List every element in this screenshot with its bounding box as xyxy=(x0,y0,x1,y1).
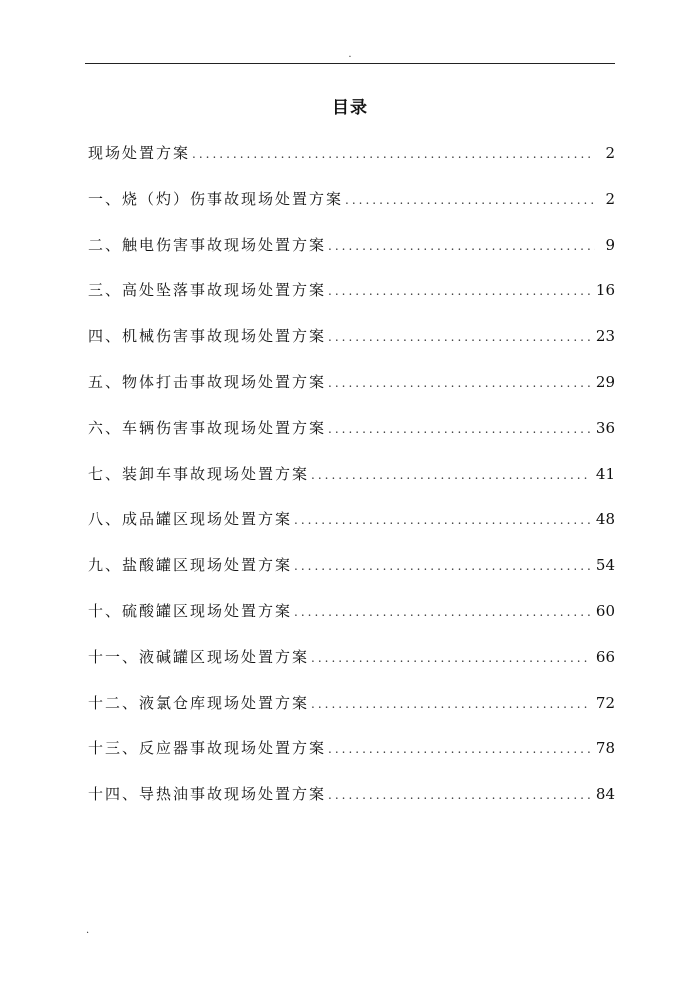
toc-entry-page: 23 xyxy=(595,327,615,346)
toc-dot-leader xyxy=(328,278,590,304)
toc-entry[interactable] xyxy=(88,277,615,323)
toc-entry-label: 十一、液碱罐区现场处置方案 xyxy=(88,647,310,666)
toc-dot-leader xyxy=(294,553,590,579)
toc-entry-page: 2 xyxy=(605,144,615,162)
toc-dot-leader xyxy=(328,416,590,442)
page-title: 目录 xyxy=(332,98,368,118)
toc-entry-page: 72 xyxy=(595,693,615,712)
toc-entry-page: 2 xyxy=(605,189,615,208)
toc-entry-label: 一、烧（灼）伤事故现场处置方案 xyxy=(88,189,344,208)
toc-dot-leader xyxy=(294,599,590,625)
toc-entry-label: 现场处置方案 xyxy=(88,144,191,162)
toc-entry-page: 78 xyxy=(595,739,615,758)
toc-entry[interactable] xyxy=(88,598,615,644)
toc-entry-label: 八、成品罐区现场处置方案 xyxy=(88,510,293,529)
toc-entry-page: 41 xyxy=(595,464,615,483)
header-rule xyxy=(85,63,615,64)
toc-dot-leader xyxy=(294,507,590,533)
toc-entry[interactable] xyxy=(88,186,615,232)
toc-entry[interactable] xyxy=(88,323,615,369)
table-of-contents xyxy=(88,140,615,827)
toc-dot-leader xyxy=(311,462,590,488)
toc-entry[interactable] xyxy=(88,461,615,507)
toc-entry-page: 60 xyxy=(595,601,615,620)
header-mark: . xyxy=(348,49,352,60)
toc-entry[interactable] xyxy=(88,781,615,827)
toc-entry[interactable] xyxy=(88,690,615,736)
toc-dot-leader xyxy=(345,187,595,213)
toc-dot-leader xyxy=(328,736,590,762)
toc-entry[interactable] xyxy=(88,369,615,415)
toc-dot-leader xyxy=(192,141,595,167)
toc-entry-page: 54 xyxy=(595,556,615,575)
toc-entry-label: 十二、液氯仓库现场处置方案 xyxy=(88,693,310,712)
toc-entry-page: 36 xyxy=(595,418,615,437)
toc-entry-page: 9 xyxy=(605,235,615,254)
toc-dot-leader xyxy=(328,782,590,808)
toc-entry-label: 五、物体打击事故现场处置方案 xyxy=(88,372,327,391)
toc-entry-label: 十、硫酸罐区现场处置方案 xyxy=(88,601,293,620)
toc-dot-leader xyxy=(328,324,590,350)
toc-entry-page: 66 xyxy=(595,647,615,666)
toc-dot-leader xyxy=(328,370,590,396)
toc-entry-label: 十三、反应器事故现场处置方案 xyxy=(88,739,327,758)
toc-entry-label: 九、盐酸罐区现场处置方案 xyxy=(88,556,293,575)
toc-dot-leader xyxy=(311,645,590,671)
toc-entry-label: 七、装卸车事故现场处置方案 xyxy=(88,464,310,483)
toc-entry[interactable] xyxy=(88,415,615,461)
toc-entry-label: 三、高处坠落事故现场处置方案 xyxy=(88,281,327,300)
toc-entry-page: 48 xyxy=(595,510,615,529)
toc-entry-page: 29 xyxy=(595,372,615,391)
toc-entry[interactable] xyxy=(88,735,615,781)
toc-dot-leader xyxy=(328,233,595,259)
toc-entry-page: 16 xyxy=(595,281,615,300)
toc-entry-page: 84 xyxy=(595,785,615,804)
toc-entry[interactable] xyxy=(88,140,615,186)
toc-entry-label: 六、车辆伤害事故现场处置方案 xyxy=(88,418,327,437)
toc-entry-label: 四、机械伤害事故现场处置方案 xyxy=(88,327,327,346)
footer-mark: . xyxy=(86,925,90,936)
toc-entry[interactable] xyxy=(88,232,615,278)
toc-entry-label: 二、触电伤害事故现场处置方案 xyxy=(88,235,327,254)
toc-entry-label: 十四、导热油事故现场处置方案 xyxy=(88,785,327,804)
toc-entry[interactable] xyxy=(88,552,615,598)
toc-dot-leader xyxy=(311,691,590,717)
toc-entry[interactable] xyxy=(88,506,615,552)
toc-entry[interactable] xyxy=(88,644,615,690)
